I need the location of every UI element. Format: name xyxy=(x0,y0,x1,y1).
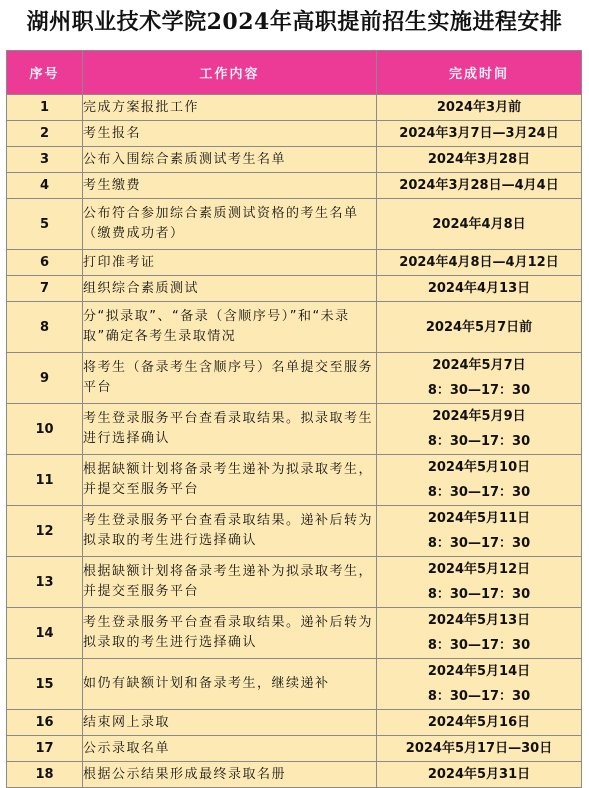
table-row xyxy=(7,659,582,710)
row-number: 2 xyxy=(7,121,83,147)
time-date: 2024年3月28日 xyxy=(427,152,531,167)
row-task: 考生报名 xyxy=(83,121,377,147)
row-time xyxy=(377,506,582,557)
row-task: 根据缺额计划将备录考生递补为拟录取考生，并提交至服务平台 xyxy=(83,557,377,608)
header-seq: 序号 xyxy=(7,51,83,95)
row-number: 1 xyxy=(7,95,83,121)
row-task: 结束网上录取 xyxy=(83,710,377,736)
time-date: 2024年5月31日 xyxy=(427,767,531,782)
table-row xyxy=(7,147,582,173)
table-row xyxy=(7,455,582,506)
row-number: 14 xyxy=(7,608,83,659)
row-task: 公布符合参加综合素质测试资格的考生名单（缴费成功者） xyxy=(83,199,377,250)
row-task: 根据公示结果形成最终录取名册 xyxy=(83,762,377,788)
table-row xyxy=(7,302,582,353)
time-date: 2024年5月7日前 xyxy=(425,319,533,335)
table-row xyxy=(7,557,582,608)
row-task: 完成方案报批工作 xyxy=(83,95,377,121)
table-row xyxy=(7,173,582,199)
row-time xyxy=(377,608,582,659)
row-number: 7 xyxy=(7,276,83,302)
header-time: 完成时间 xyxy=(377,51,582,95)
table-row xyxy=(7,353,582,404)
row-time xyxy=(377,95,582,121)
schedule-table xyxy=(6,50,582,788)
table-row xyxy=(7,608,582,659)
row-number: 17 xyxy=(7,736,83,762)
time-hours: 8：30—17：30 xyxy=(427,383,531,398)
row-number: 9 xyxy=(7,353,83,404)
row-time xyxy=(377,199,582,250)
row-number: 3 xyxy=(7,147,83,173)
time-date: 2024年5月9日 xyxy=(432,409,526,424)
page-title: 湖州职业技术学院2024年高职提前招生实施进程安排 xyxy=(26,9,563,35)
time-date: 2024年5月16日 xyxy=(427,715,531,730)
time-hours: 8：30—17：30 xyxy=(427,587,531,602)
time-date: 2024年5月13日 xyxy=(427,613,531,628)
time-date: 2024年5月11日 xyxy=(427,511,531,526)
row-number: 16 xyxy=(7,710,83,736)
row-task: 考生登录服务平台查看录取结果。拟录取考生进行选择确认 xyxy=(83,404,377,455)
row-number: 10 xyxy=(7,404,83,455)
time-hours: 8：30—17：30 xyxy=(427,536,531,551)
row-time xyxy=(377,250,582,276)
time-date: 2024年5月7日 xyxy=(432,358,526,373)
row-number: 5 xyxy=(7,199,83,250)
row-time xyxy=(377,276,582,302)
row-time xyxy=(377,302,582,353)
row-time xyxy=(377,710,582,736)
row-number: 8 xyxy=(7,302,83,353)
table-row xyxy=(7,506,582,557)
row-task: 打印准考证 xyxy=(83,250,377,276)
table-row xyxy=(7,95,582,121)
row-number: 4 xyxy=(7,173,83,199)
row-number: 15 xyxy=(7,659,83,710)
time-hours: 8：30—17：30 xyxy=(427,638,531,653)
row-number: 6 xyxy=(7,250,83,276)
row-task: 将考生（备录考生含顺序号）名单提交至服务平台 xyxy=(83,353,377,404)
row-task: 考生登录服务平台查看录取结果。递补后转为拟录取的考生进行选择确认 xyxy=(83,608,377,659)
time-date: 2024年3月前 xyxy=(436,100,522,115)
table-row xyxy=(7,199,582,250)
header-task: 工作内容 xyxy=(83,51,377,95)
row-time xyxy=(377,455,582,506)
time-date: 2024年5月12日 xyxy=(427,562,531,577)
row-task: 分“拟录取”、“备录（含顺序号）”和“未录取”确定各考生录取情况 xyxy=(83,302,377,353)
time-date: 2024年5月17日—30日 xyxy=(405,741,553,756)
row-task: 公示录取名单 xyxy=(83,736,377,762)
table-row xyxy=(7,250,582,276)
time-date: 2024年4月13日 xyxy=(427,281,531,296)
row-time xyxy=(377,353,582,404)
row-time xyxy=(377,736,582,762)
row-time xyxy=(377,147,582,173)
table-row xyxy=(7,404,582,455)
time-date: 2024年4月8日—4月12日 xyxy=(399,255,559,270)
table-row xyxy=(7,121,582,147)
row-task: 组织综合素质测试 xyxy=(83,276,377,302)
row-number: 18 xyxy=(7,762,83,788)
row-time xyxy=(377,557,582,608)
row-time xyxy=(377,404,582,455)
time-date: 2024年3月28日—4月4日 xyxy=(399,178,559,193)
row-task: 考生缴费 xyxy=(83,173,377,199)
row-number: 12 xyxy=(7,506,83,557)
row-time xyxy=(377,659,582,710)
row-time xyxy=(377,173,582,199)
time-date: 2024年4月8日 xyxy=(432,216,526,232)
row-task: 公布入围综合素质测试考生名单 xyxy=(83,147,377,173)
table-row xyxy=(7,276,582,302)
time-date: 2024年3月7日—3月24日 xyxy=(399,126,559,141)
table-row xyxy=(7,736,582,762)
row-task: 如仍有缺额计划和备录考生，继续递补 xyxy=(83,659,377,710)
time-hours: 8：30—17：30 xyxy=(427,434,531,449)
time-date: 2024年5月10日 xyxy=(427,460,531,475)
table-header-row xyxy=(7,51,582,95)
row-task: 根据缺额计划将备录考生递补为拟录取考生，并提交至服务平台 xyxy=(83,455,377,506)
time-hours: 8：30—17：30 xyxy=(427,485,531,500)
row-task: 考生登录服务平台查看录取结果。递补后转为拟录取的考生进行选择确认 xyxy=(83,506,377,557)
row-number: 11 xyxy=(7,455,83,506)
table-row xyxy=(7,710,582,736)
row-number: 13 xyxy=(7,557,83,608)
row-time xyxy=(377,121,582,147)
time-date: 2024年5月14日 xyxy=(427,664,531,679)
time-hours: 8：30—17：30 xyxy=(427,689,531,704)
